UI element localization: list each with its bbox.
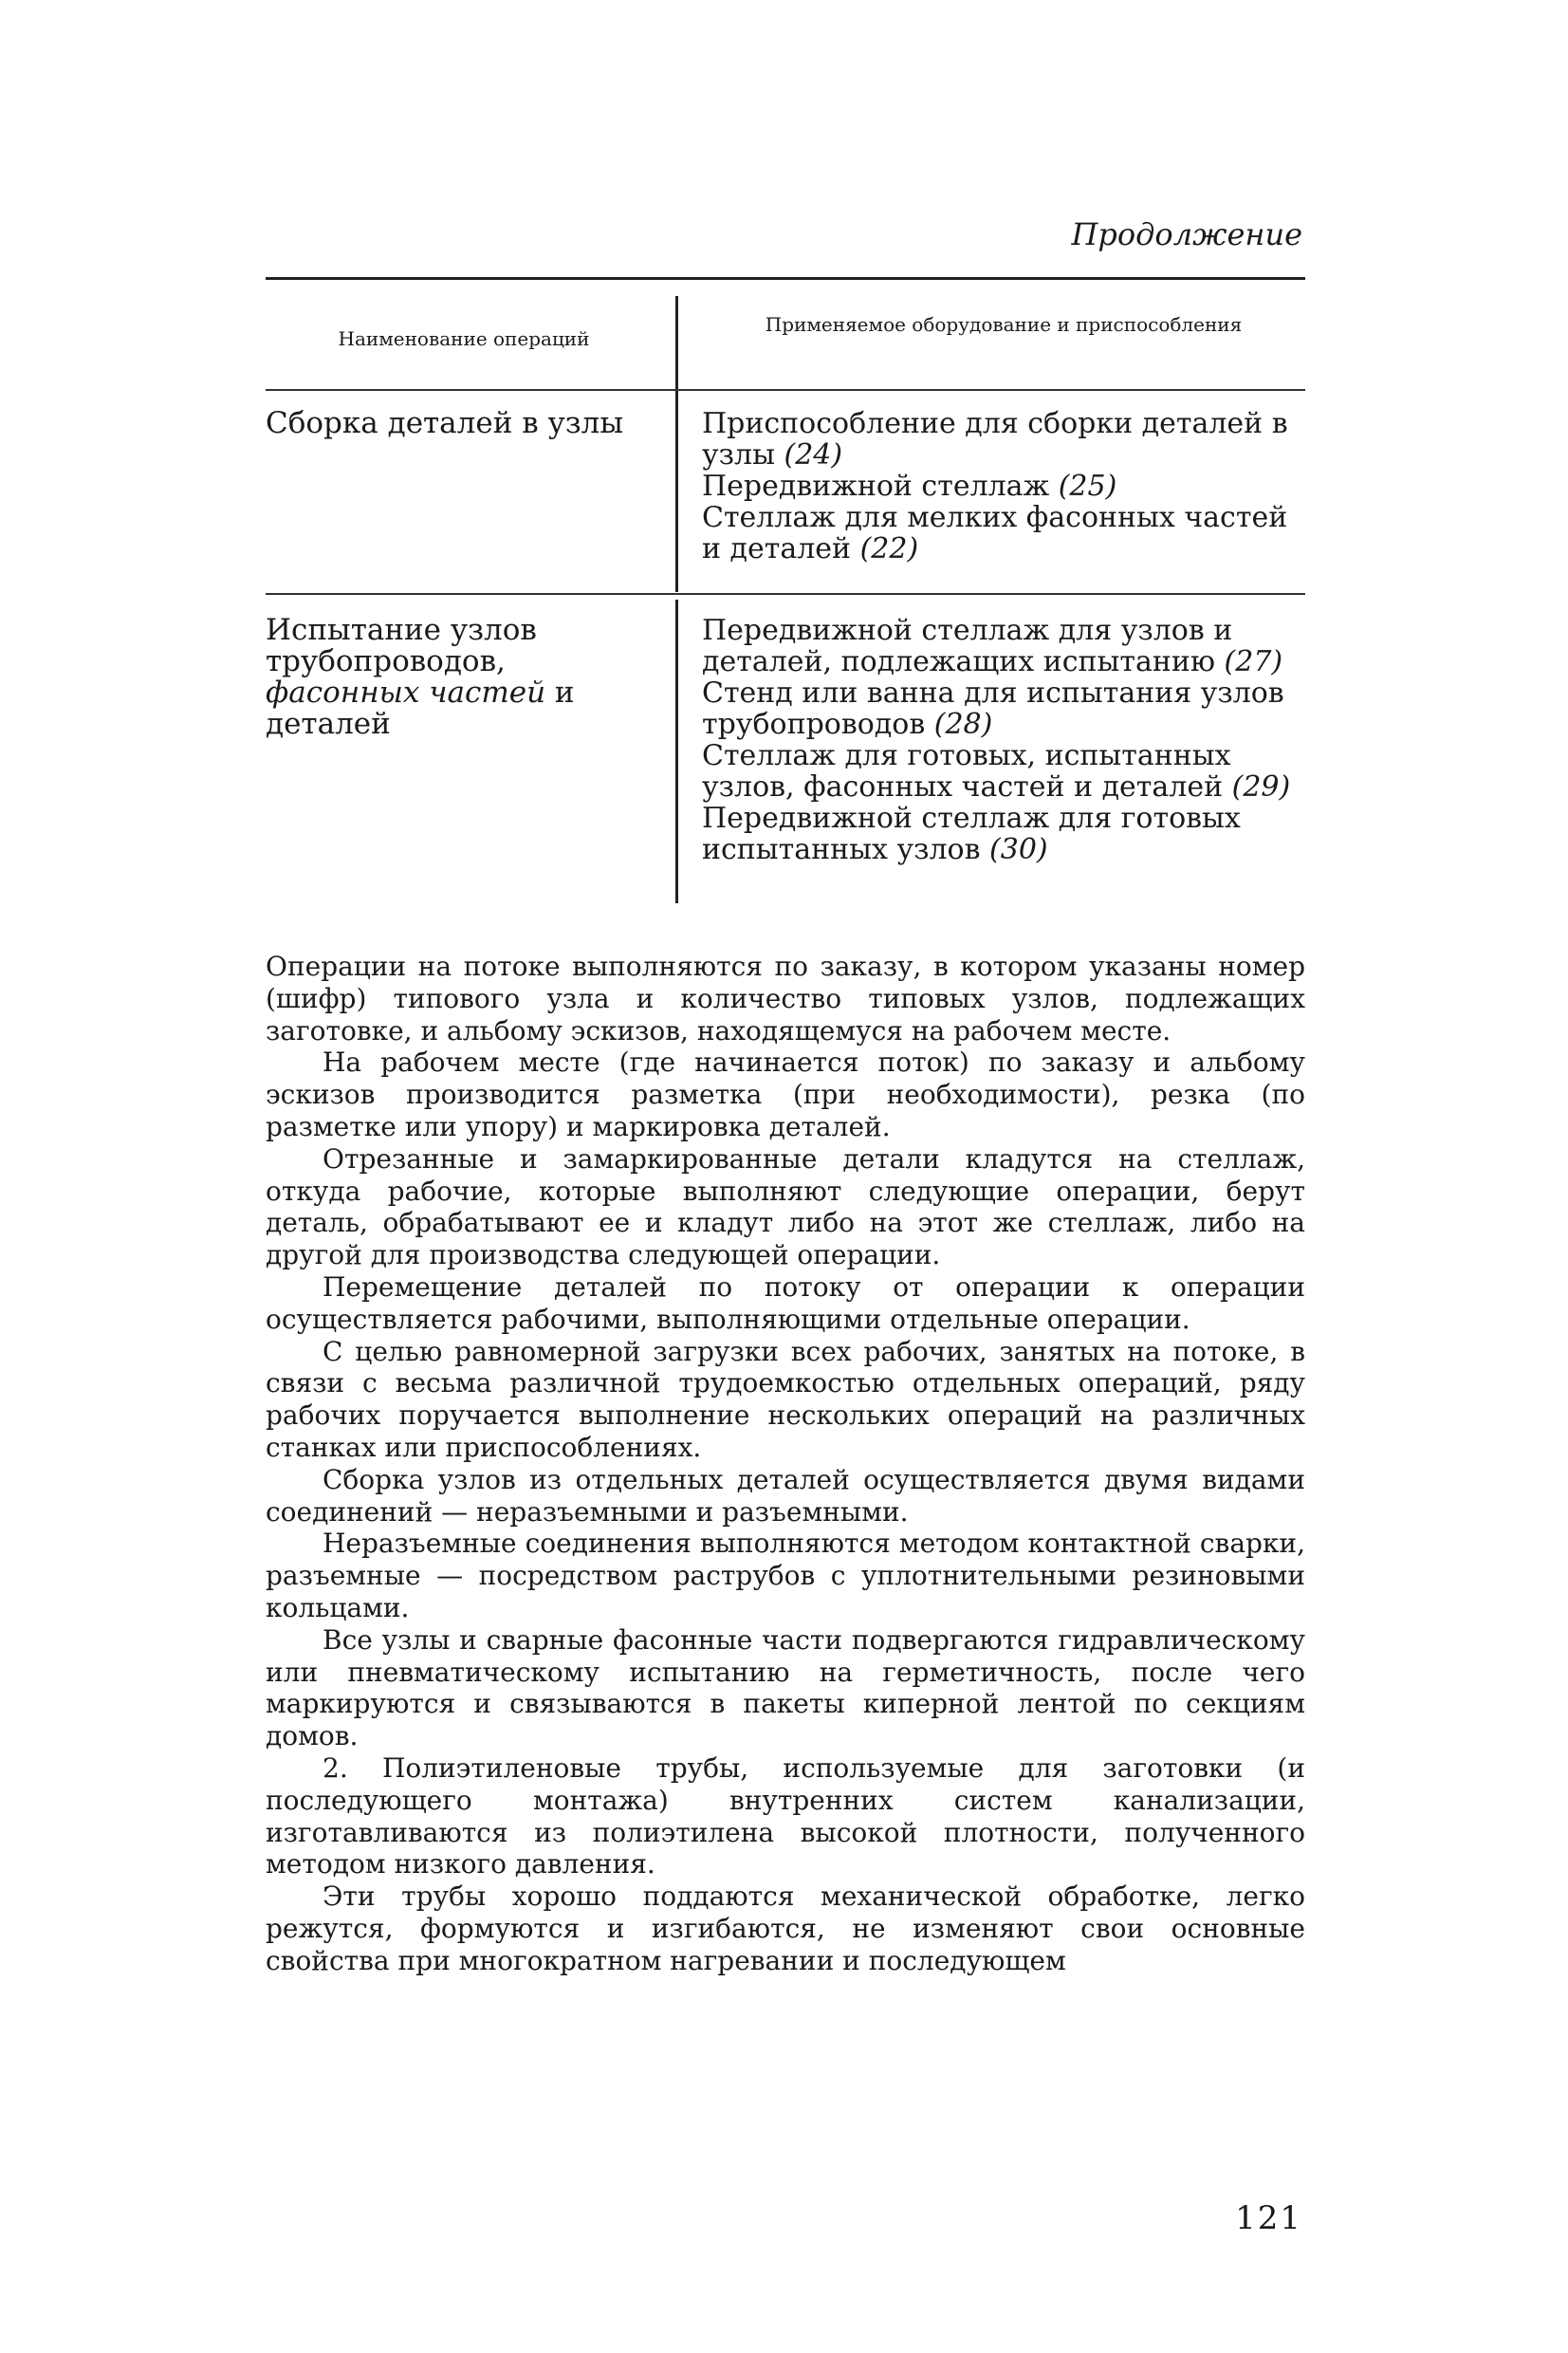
paragraph: 2. Полиэтиленовые трубы, используемые для заготовки (и последующего монтажа) внутренних систем канализации, изготавливаются из полиэтилена высокой плотности, полученного методом низкого давления.: [266, 1751, 1305, 1881]
paragraph: Все узлы и сварные фасонные части подвергаются гидравлическому или пневматическому испытанию на герметичность, после чего маркируются и связываются в пакеты киперной лентой по секциям домов.: [266, 1623, 1305, 1752]
header-operation: Наименование операций: [338, 327, 590, 350]
ref-number: (25): [1058, 470, 1117, 503]
paragraph: Операции на потоке выполняются по заказу, в котором указаны номер (шифр) типового узла и количество типовых узлов, подлежащих заготовке, и альбому эскизов, находящемуся на рабочем месте.: [266, 951, 1305, 1047]
ref-number: (28): [933, 708, 993, 741]
paragraph: Отрезанные и замаркированные детали кладутся на стеллаж, откуда рабочие, которые выполняют следующие операции, берут деталь, обрабатывают ее и кладут либо на этот же стеллаж, либо на другой для производства следующей операции.: [266, 1142, 1305, 1271]
row2-equipment-item: Стенд или ванна для испытания узлов трубопроводов (28): [702, 676, 1284, 741]
row2-equipment-item: Передвижной стеллаж для готовых испытанных узлов (30): [702, 802, 1241, 866]
continuation-label: Продолжение: [1071, 216, 1302, 252]
table-top-rule: [266, 277, 1305, 280]
row1-equipment-item: Приспособление для сборки деталей в узлы (24): [702, 407, 1288, 472]
ref-number: (24): [784, 438, 843, 472]
ref-number: (29): [1231, 770, 1291, 804]
header-equipment: Применяемое оборудование и приспособления: [765, 313, 1243, 336]
paragraph: Перемещение деталей по потоку от операции к операции осуществляется рабочими, выполняющими отдельные операции.: [266, 1270, 1305, 1335]
row-separator-rule: [266, 593, 1305, 595]
row2-column-divider: [675, 600, 678, 903]
page-number: 121: [1235, 2199, 1302, 2237]
row2-operation: Испытание узлов трубопроводов, фасонных частей и деталей: [266, 613, 575, 741]
header-rule: [266, 389, 1305, 391]
ref-number: (22): [859, 532, 919, 565]
row2-equipment-item: Стеллаж для готовых, испытанных узлов, фасонных частей и деталей (29): [702, 739, 1291, 804]
paragraph: С целью равномерной загрузки всех рабочих, занятых на потоке, в связи с весьма различной трудоемкостью отдельных операций, ряду рабочих поручается выполнение нескольких операций на различных станках или приспособлениях.: [266, 1335, 1305, 1463]
paragraph: На рабочем месте (где начинается поток) по заказу и альбому эскизов производится разметка (при необходимости), резка (по разметке или упору) и маркировка деталей.: [266, 1047, 1305, 1142]
paragraph: Неразъемные соединения выполняются методом контактной сварки, разъемные — посредством раструбов с уплотнительными резиновыми кольцами.: [266, 1528, 1305, 1623]
row1-equipment-item: Стеллаж для мелких фасонных частей и деталей (22): [702, 501, 1288, 565]
ref-number: (27): [1224, 645, 1283, 678]
ref-number: (30): [989, 833, 1048, 866]
paragraph: Сборка узлов из отдельных деталей осуществляется двумя видами соединений — неразъемными и разъемными.: [266, 1463, 1305, 1528]
body-text: [266, 951, 1305, 1977]
row2-equipment: [702, 615, 1305, 865]
row1-equipment-item: Передвижной стеллаж (25): [702, 470, 1117, 503]
row1-column-divider: [675, 395, 678, 592]
header-column-divider: [675, 296, 678, 400]
row1-equipment: [702, 408, 1305, 565]
row2-equipment-item: Передвижной стеллаж для узлов и деталей, подлежащих испытанию (27): [702, 614, 1283, 678]
paragraph: Эти трубы хорошо поддаются механической обработке, легко режутся, формуются и изгибаются, не изменяют свои основные свойства при многократном нагревании и последующем: [266, 1881, 1305, 1976]
row1-operation: Сборка деталей в узлы: [266, 406, 624, 440]
